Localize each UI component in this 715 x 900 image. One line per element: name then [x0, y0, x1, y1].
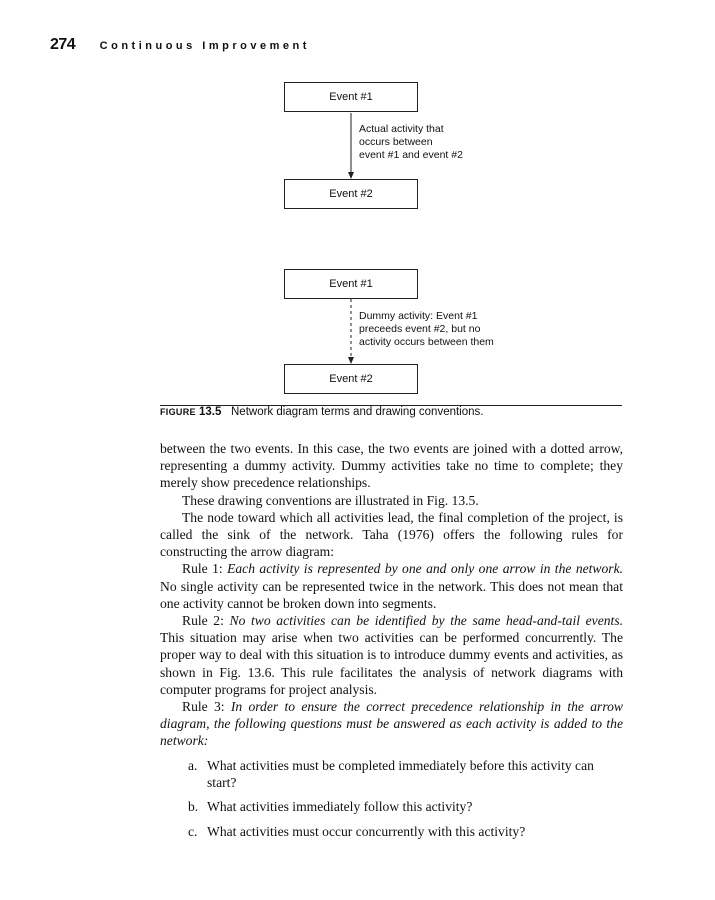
rule-explanation: This situation may arise when two activities can be performed concurrently. The proper way to deal with this situation is to introduce dummy events and activities, as shown in Fig. 13.6. This rule facilitates the analysis of network diagrams with computer programs for project analysis.: [160, 630, 623, 697]
solid-arrowhead: [348, 172, 354, 179]
list-item: [160, 798, 623, 815]
list-text: What activities must be completed immediately before this activity can start?: [207, 758, 594, 791]
event-2-box-bottom: Event #2: [284, 364, 418, 394]
caption-number: 13.5: [199, 406, 222, 418]
paragraph: These drawing conventions are illustrated in Fig. 13.5.: [182, 492, 479, 508]
list-item: [160, 757, 623, 791]
annotation-line: Dummy activity: Event #1: [359, 310, 478, 322]
body-text: [160, 440, 623, 750]
page-number: 274: [50, 36, 76, 53]
list-text: What activities must occur concurrently with this activity?: [207, 823, 526, 839]
rule-statement: No two activities can be identified by the same head-and-tail events.: [229, 613, 624, 629]
list-label: a.: [188, 758, 198, 773]
list-item: [160, 823, 623, 840]
rule-2-paragraph: [160, 612, 623, 698]
actual-activity-annotation: [359, 123, 463, 162]
question-list: [160, 757, 623, 847]
rule-explanation: No single activity can be represented twice in the network. This does not mean that one activity cannot be broken down into segments.: [160, 578, 623, 611]
figure-caption: [160, 406, 483, 418]
annotation-line: activity occurs between them: [359, 336, 494, 348]
caption-text: Network diagram terms and drawing conventions.: [231, 406, 484, 418]
list-text: What activities immediately follow this activity?: [207, 799, 473, 815]
event-1-box-bottom: Event #1: [284, 269, 418, 299]
list-label: b.: [188, 799, 199, 815]
caption-label: [160, 406, 221, 418]
caption-figure-word: FIGURE: [160, 407, 196, 417]
rule-3-paragraph: [160, 698, 623, 750]
rule-statement: In order to ensure the correct precedence relationship in the arrow diagram, the following questions must be answered as each activity is added to the network:: [160, 699, 623, 749]
event-1-box-top: Event #1: [284, 82, 418, 112]
running-head: Continuous Improvement: [99, 40, 310, 52]
rule-1-paragraph: [160, 560, 623, 612]
annotation-line: Actual activity that: [359, 123, 444, 135]
annotation-line: occurs between: [359, 136, 433, 148]
rule-lead: Rule 1:: [182, 561, 228, 577]
paragraph: The node toward which all activities lead, the final completion of the project, is called the sink of the network. Taha (1976) offers the following rules for constructing the arrow diagram:: [160, 509, 623, 560]
rule-lead: Rule 2:: [182, 613, 230, 629]
list-label: c.: [188, 823, 198, 839]
event-2-box-top: Event #2: [284, 179, 418, 209]
dummy-arrowhead: [348, 357, 354, 364]
rule-statement: Each activity is represented by one and only one arrow in the network.: [227, 561, 624, 577]
rule-lead: Rule 3:: [182, 699, 231, 715]
annotation-line: event #1 and event #2: [359, 149, 463, 161]
dummy-activity-annotation: [359, 310, 494, 349]
paragraph: between the two events. In this case, the two events are joined with a dotted arrow, representing a dummy activity. Dummy activities take no time to complete; they merely show precedence relationships.: [160, 441, 623, 491]
annotation-line: preceeds event #2, but no: [359, 323, 481, 335]
